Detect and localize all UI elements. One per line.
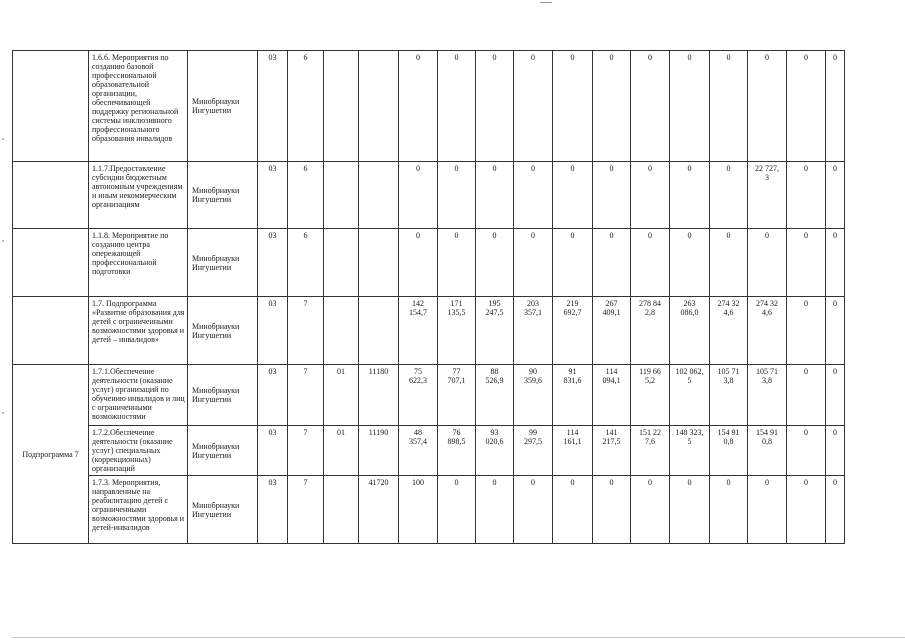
- measure-name: 1.6.6. Мероприятия по созданию базовой профессиональной образовательной организации, обеспечивающей поддержку региональной системы инклюзивного профессионального образования инвалидов: [89, 51, 188, 162]
- year-value: 0: [670, 51, 710, 162]
- year-value: 0: [670, 162, 710, 229]
- executor: Минобрнауки Ингушетии: [188, 297, 258, 365]
- year-value: 0: [670, 476, 710, 544]
- year-value: 114 094,1: [593, 365, 631, 426]
- year-value: 0: [826, 426, 845, 476]
- program-cell: [13, 51, 89, 162]
- year-value: 77 707,1: [438, 365, 476, 426]
- year-value: 219 692,7: [553, 297, 593, 365]
- year-value: 0: [399, 162, 438, 229]
- year-value: 0: [514, 162, 553, 229]
- year-value: 0: [476, 476, 514, 544]
- code-gp: 03: [258, 476, 288, 544]
- code-om: [324, 297, 359, 365]
- year-value: 0: [593, 162, 631, 229]
- program-cell: [13, 162, 89, 229]
- year-value: 267 409,1: [593, 297, 631, 365]
- code-dir: [359, 51, 399, 162]
- year-value: 0: [748, 476, 787, 544]
- year-value: 203 357,1: [514, 297, 553, 365]
- program-label: Подпрограмма 7: [13, 365, 89, 544]
- year-value: 0: [826, 297, 845, 365]
- code-pp: 6: [288, 229, 324, 297]
- year-value: 0: [438, 476, 476, 544]
- year-value: 0: [787, 162, 826, 229]
- year-value: 263 086,0: [670, 297, 710, 365]
- year-value: 119 66 5,2: [631, 365, 670, 426]
- year-value: 0: [476, 162, 514, 229]
- code-om: [324, 162, 359, 229]
- year-value: 142 154,7: [399, 297, 438, 365]
- year-value: 171 135,5: [438, 297, 476, 365]
- code-om: [324, 476, 359, 544]
- year-value: 0: [476, 51, 514, 162]
- code-om: 01: [324, 426, 359, 476]
- code-gp: 03: [258, 51, 288, 162]
- year-value: 114 161,1: [553, 426, 593, 476]
- year-value: 0: [826, 51, 845, 162]
- year-value: 99 297,5: [514, 426, 553, 476]
- year-value: 93 020,6: [476, 426, 514, 476]
- code-dir: 11180: [359, 365, 399, 426]
- year-value: 274 32 4,6: [748, 297, 787, 365]
- program-cell: [13, 297, 89, 365]
- year-value: 0: [593, 229, 631, 297]
- code-gp: 03: [258, 162, 288, 229]
- executor: Минобрнауки Ингушетии: [188, 476, 258, 544]
- year-value: 0: [787, 229, 826, 297]
- code-dir: [359, 162, 399, 229]
- year-value: 0: [438, 229, 476, 297]
- page-bottom-edge: [12, 637, 905, 638]
- year-value: 0: [787, 365, 826, 426]
- year-value: 0: [399, 51, 438, 162]
- year-value: 148 323, 5: [670, 426, 710, 476]
- code-pp: 6: [288, 162, 324, 229]
- table-row: [13, 229, 864, 297]
- year-value: 90 359,6: [514, 365, 553, 426]
- year-value: 0: [748, 51, 787, 162]
- code-dir: 11190: [359, 426, 399, 476]
- year-value: 154 91 0,8: [748, 426, 787, 476]
- table-row: [13, 365, 864, 426]
- year-value: 0: [514, 229, 553, 297]
- year-value: 0: [710, 51, 748, 162]
- table-row: [13, 162, 864, 229]
- year-value: 154 91 0,8: [710, 426, 748, 476]
- code-om: [324, 229, 359, 297]
- year-value: 0: [514, 51, 553, 162]
- year-value: 0: [438, 162, 476, 229]
- year-value: 0: [826, 476, 845, 544]
- year-value: 91 831,6: [553, 365, 593, 426]
- measure-name: 1.7.1.Обеспечение деятельности (оказание услуг) организаций по обучению инвалидов и лиц с ограниченными возможностями: [89, 365, 188, 426]
- scan-dot: [2, 138, 4, 140]
- year-value: 0: [710, 162, 748, 229]
- year-value: 0: [476, 229, 514, 297]
- executor: Минобрнауки Ингушетии: [188, 229, 258, 297]
- scan-dot: [2, 412, 4, 414]
- year-value: 0: [399, 229, 438, 297]
- code-pp: 7: [288, 426, 324, 476]
- year-value: 88 526,9: [476, 365, 514, 426]
- year-value: 102 062, 5: [670, 365, 710, 426]
- executor: Минобрнауки Ингушетии: [188, 51, 258, 162]
- year-value: 0: [826, 162, 845, 229]
- year-value: 76 898,5: [438, 426, 476, 476]
- executor: Минобрнауки Ингушетии: [188, 365, 258, 426]
- year-value: 0: [631, 229, 670, 297]
- measure-name: 1.7.2.Обеспечение деятельности (оказание услуг) специальных (коррекционных) организаций: [89, 426, 188, 476]
- year-value: 100: [399, 476, 438, 544]
- year-value: 141 217,5: [593, 426, 631, 476]
- year-value: 0: [593, 476, 631, 544]
- year-value: 0: [670, 229, 710, 297]
- scan-mark: [540, 2, 552, 3]
- code-pp: 7: [288, 476, 324, 544]
- year-value: 0: [631, 51, 670, 162]
- year-value: 0: [787, 476, 826, 544]
- year-value: 278 84 2,8: [631, 297, 670, 365]
- table-row: [13, 51, 864, 162]
- year-value: 0: [514, 476, 553, 544]
- year-value: 0: [593, 51, 631, 162]
- year-value: 274 32 4,6: [710, 297, 748, 365]
- code-dir: 41720: [359, 476, 399, 544]
- year-value: 151 22 7,6: [631, 426, 670, 476]
- year-value: 0: [826, 365, 845, 426]
- code-dir: [359, 229, 399, 297]
- measure-name: 1.1.7.Предоставление субсидии бюджетным автономным учреждениям и иным некоммерческим организациям: [89, 162, 188, 229]
- code-gp: 03: [258, 426, 288, 476]
- budget-table: [12, 50, 864, 544]
- code-om: [324, 51, 359, 162]
- table-row: [13, 426, 864, 476]
- measure-name: 1.1.8. Мероприятие по созданию центра опережающей профессиональной подготовки: [89, 229, 188, 297]
- table-row: [13, 476, 864, 544]
- table-row: [13, 297, 864, 365]
- measure-name: 1.7. Подпрограмма «Развитие образования для детей с ограниченными возможностями здоровья и детей – инвалидов»: [89, 297, 188, 365]
- program-cell: [13, 229, 89, 297]
- year-value: 195 247,5: [476, 297, 514, 365]
- year-value: 0: [748, 229, 787, 297]
- year-value: 105 71 3,8: [710, 365, 748, 426]
- year-value: 0: [631, 162, 670, 229]
- code-pp: 7: [288, 365, 324, 426]
- code-pp: 7: [288, 297, 324, 365]
- year-value: 0: [631, 476, 670, 544]
- year-value: 0: [826, 229, 845, 297]
- year-value: 0: [438, 51, 476, 162]
- year-value: 0: [710, 476, 748, 544]
- executor: Минобрнауки Ингушетии: [188, 162, 258, 229]
- measure-name: 1.7.3. Мероприятия, направленные на реабилитацию детей с ограниченными возможностями здоровья и детей-инвалидов: [89, 476, 188, 544]
- year-value: 75 622,3: [399, 365, 438, 426]
- code-om: 01: [324, 365, 359, 426]
- year-value: 48 357,4: [399, 426, 438, 476]
- code-dir: [359, 297, 399, 365]
- code-pp: 6: [288, 51, 324, 162]
- year-value: 0: [553, 51, 593, 162]
- scan-dot: [2, 240, 4, 242]
- year-value: 0: [553, 162, 593, 229]
- code-gp: 03: [258, 229, 288, 297]
- year-value: 0: [787, 51, 826, 162]
- year-value: 0: [553, 229, 593, 297]
- code-gp: 03: [258, 365, 288, 426]
- year-value: 0: [710, 229, 748, 297]
- year-value: 105 71 3,8: [748, 365, 787, 426]
- code-gp: 03: [258, 297, 288, 365]
- year-value: 0: [553, 476, 593, 544]
- year-value: 0: [787, 297, 826, 365]
- year-value: 22 727, 3: [748, 162, 787, 229]
- executor: Минобрнауки Ингушетии: [188, 426, 258, 476]
- year-value: 0: [787, 426, 826, 476]
